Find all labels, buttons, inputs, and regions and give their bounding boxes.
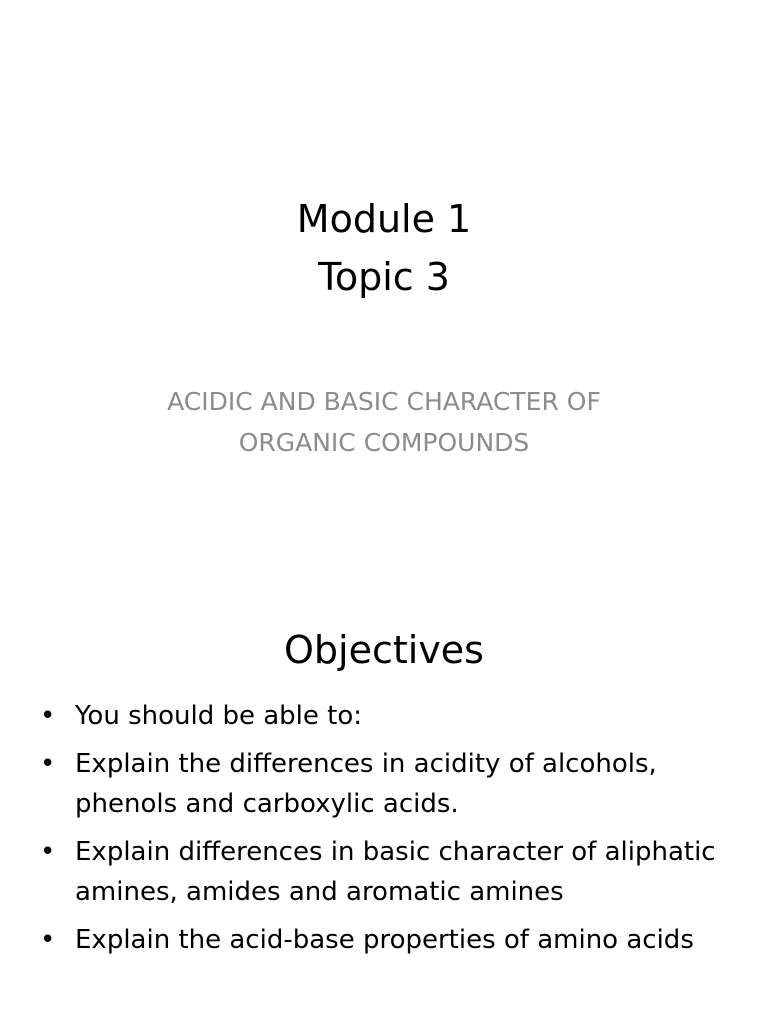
bullet-text: Explain differences in basic character of aliphatic amines, amides and aromatic amines (75, 837, 716, 907)
list-item (40, 920, 740, 960)
slide-title-heading (0, 190, 768, 306)
bullet-icon: • (40, 837, 56, 867)
list-item (40, 696, 740, 736)
bullet-text: Explain the differences in acidity of alcohols, phenols and carboxylic acids. (75, 749, 657, 819)
objectives-list (40, 696, 740, 968)
slide-subtitle (0, 381, 768, 463)
slide-objectives (0, 512, 768, 1024)
list-item (40, 832, 740, 912)
subtitle-line-2: ORGANIC COMPOUNDS (238, 428, 530, 457)
subtitle-line-1: ACIDIC AND BASIC CHARACTER OF (167, 387, 601, 416)
bullet-icon: • (40, 925, 56, 955)
topic-label: Topic 3 (318, 255, 450, 299)
list-item (40, 744, 740, 824)
bullet-text: Explain the acid-base properties of amino acids (75, 925, 694, 955)
module-label: Module 1 (296, 197, 472, 241)
objectives-heading: Objectives (284, 628, 484, 672)
bullet-text: You should be able to: (75, 701, 363, 731)
bullet-icon: • (40, 701, 56, 731)
bullet-icon: • (40, 749, 56, 779)
